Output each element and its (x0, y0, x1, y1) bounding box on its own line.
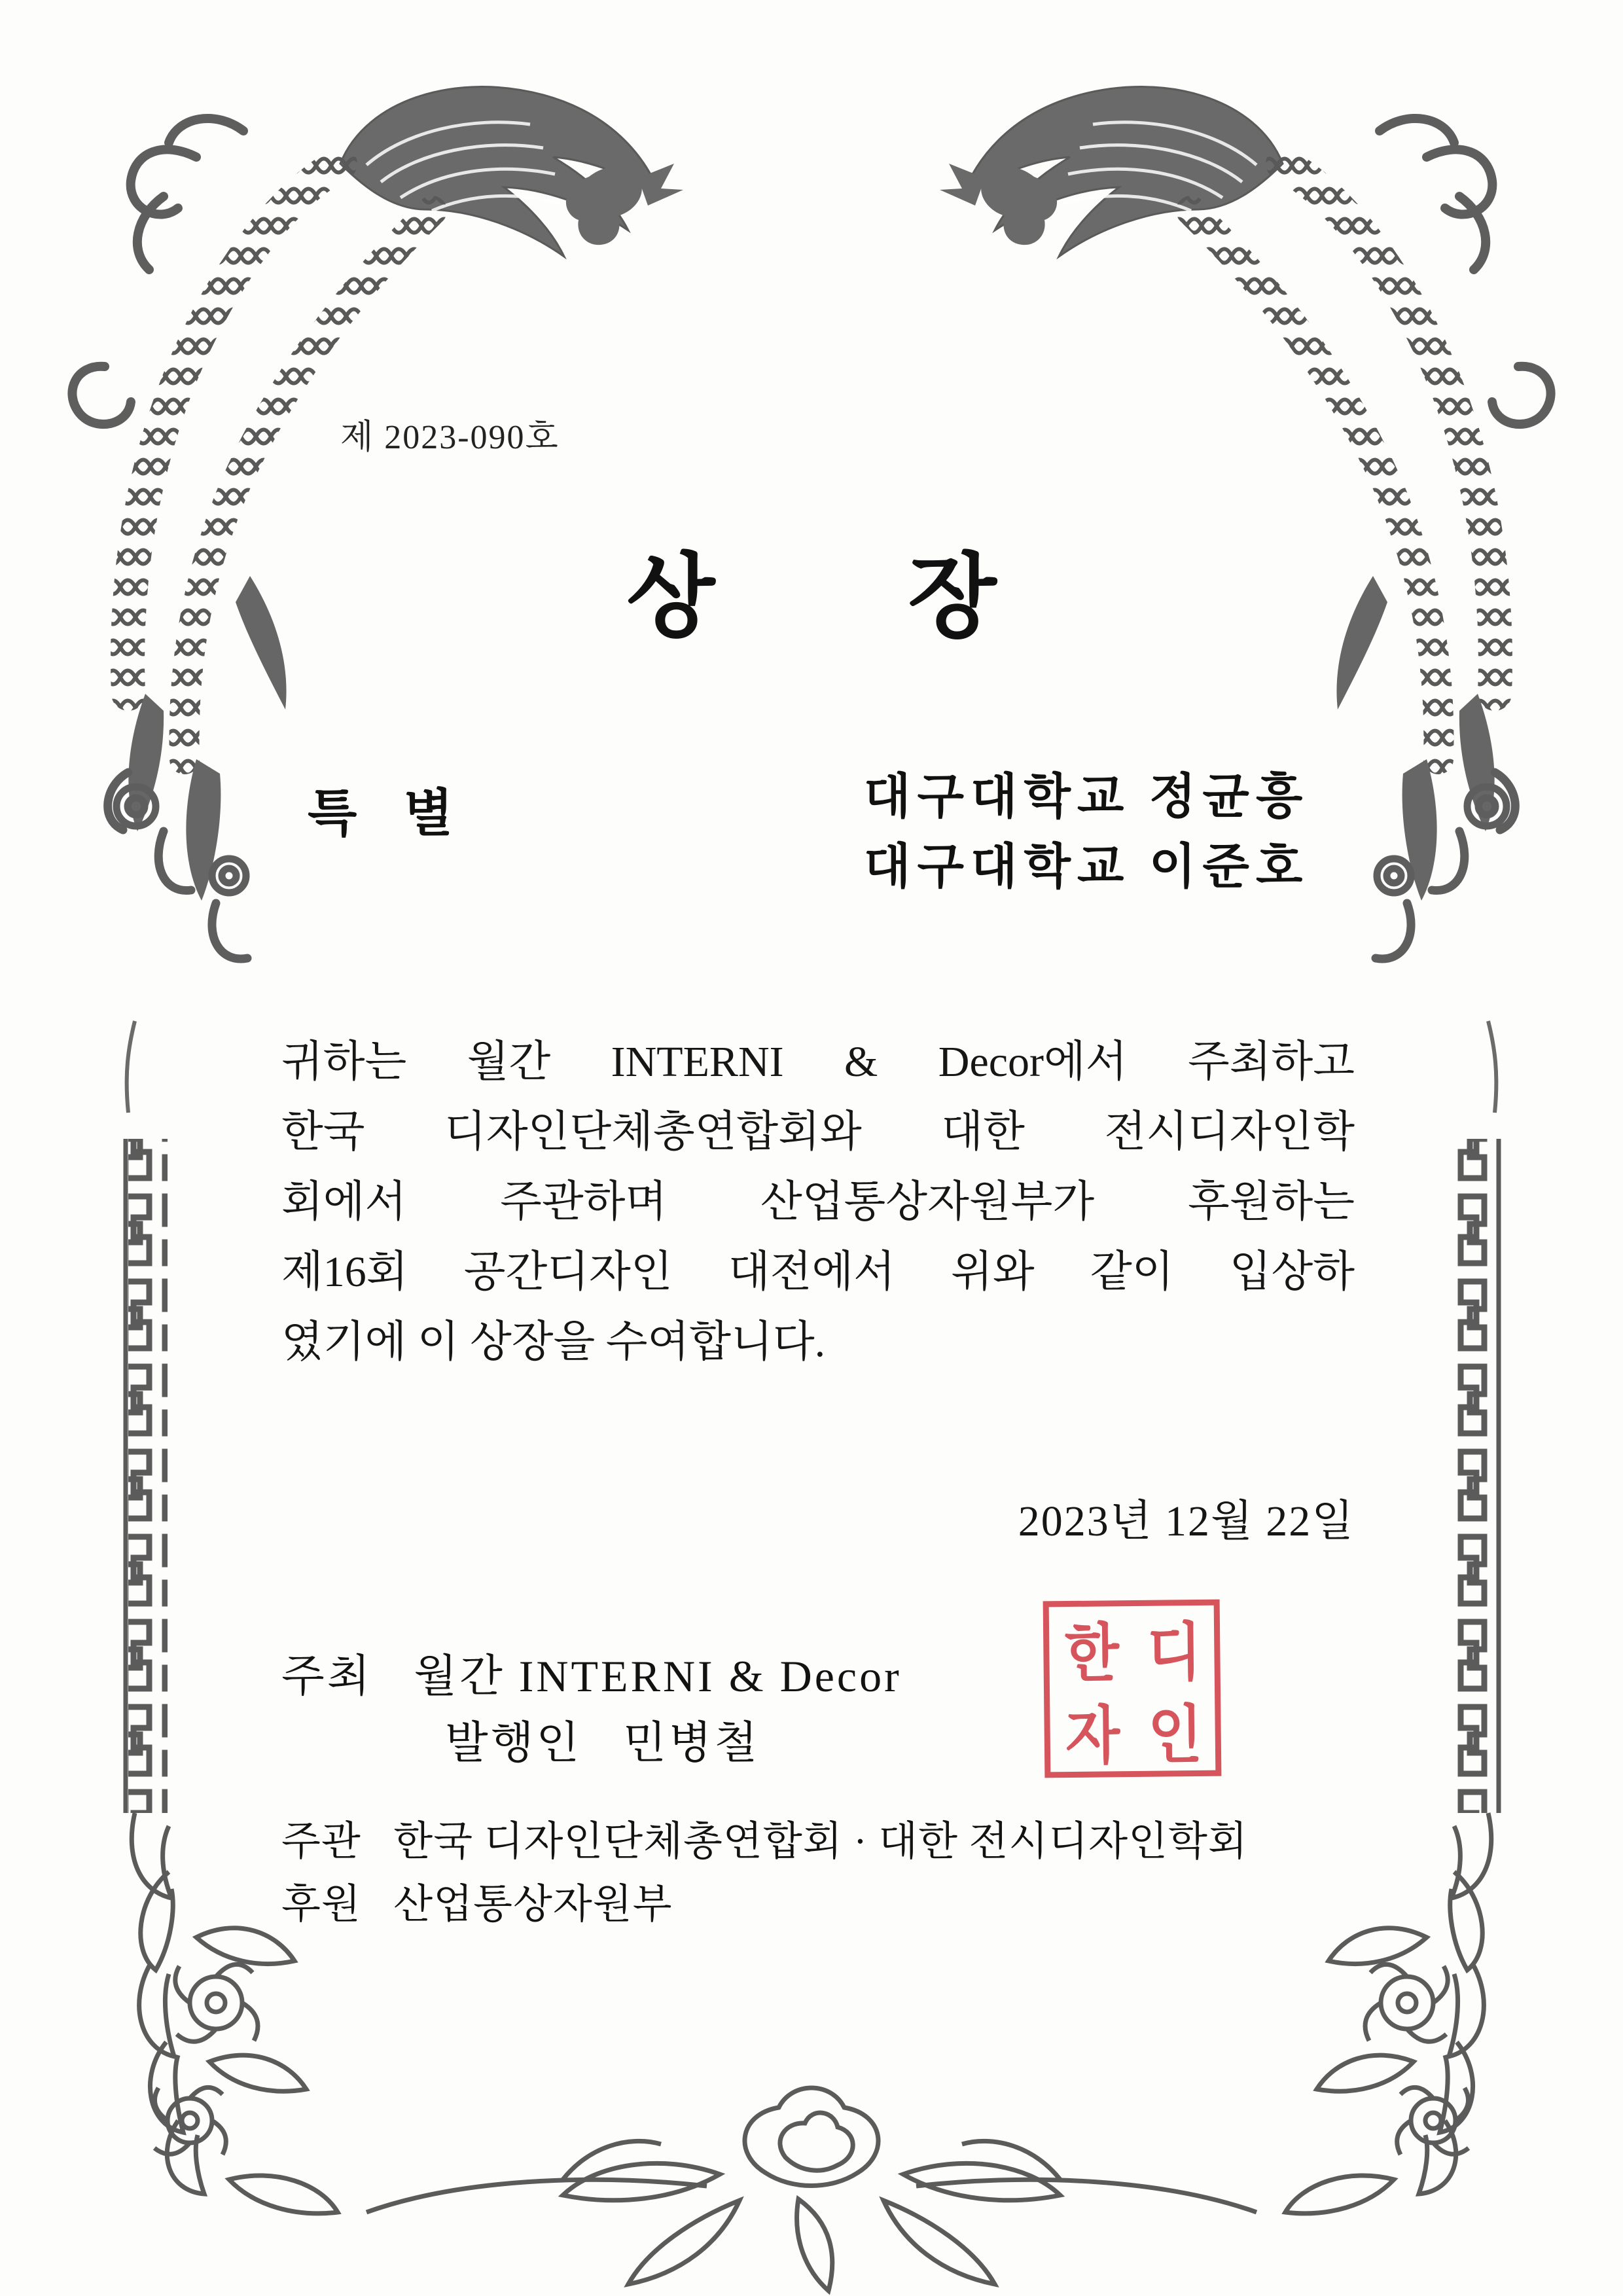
organizer-name: 한국 디자인단체총연합회 · 대한 전시디자인학회 (393, 1820, 1248, 1864)
seal-char: 디 (1147, 1617, 1200, 1689)
host-name: 월간 INTERNI & Decor (414, 1651, 902, 1701)
seal-char: 인 (1147, 1700, 1200, 1771)
citation-line: 였기에 이 상장을 수여합니다. (281, 1318, 826, 1366)
sponsor-name: 산업통상자원부 (393, 1882, 673, 1928)
award-date: 2023년 12월 22일 (1018, 1498, 1355, 1545)
recipient-list (864, 762, 1400, 903)
publisher-label: 발행인 (445, 1718, 582, 1768)
recipient-name: 대구대학교 이준호 (864, 840, 1310, 895)
seal-char: 한 (1064, 1618, 1117, 1689)
official-seal-stamp (1043, 1600, 1222, 1778)
publisher-name: 민병철 (623, 1718, 760, 1768)
greek-key-left (126, 1139, 168, 1813)
greek-key-right (1455, 1139, 1499, 1813)
citation-line: 한국 디자인단체총연합회와 대한 전시디자인학 (281, 1107, 1355, 1156)
host-label: 주최 (281, 1651, 373, 1701)
sponsor-label: 후원 (281, 1882, 361, 1928)
publisher-row (445, 1710, 1368, 1776)
award-kind: 특 별 (308, 785, 471, 842)
recipient-name: 대구대학교 정균흥 (864, 770, 1310, 824)
citation-body (281, 1028, 1355, 1378)
page-title: 상 장 (626, 547, 1082, 649)
seal-char: 자 (1065, 1700, 1118, 1772)
organizer-label: 주관 (281, 1820, 361, 1864)
organizer-row (281, 1810, 1368, 1873)
sponsor-row (281, 1873, 1368, 1936)
citation-line: 제16회 공간디자인 대전에서 위와 같이 입상하 (281, 1247, 1355, 1296)
floral-bottom-center (366, 2088, 1257, 2291)
citation-line: 회에서 주관하며 산업통상자원부가 후원하는 (281, 1177, 1355, 1226)
citation-line: 귀하는 월간 INTERNI & Decor에서 주최하고 (281, 1038, 1355, 1086)
document-number: 제 2023-090호 (340, 419, 560, 456)
